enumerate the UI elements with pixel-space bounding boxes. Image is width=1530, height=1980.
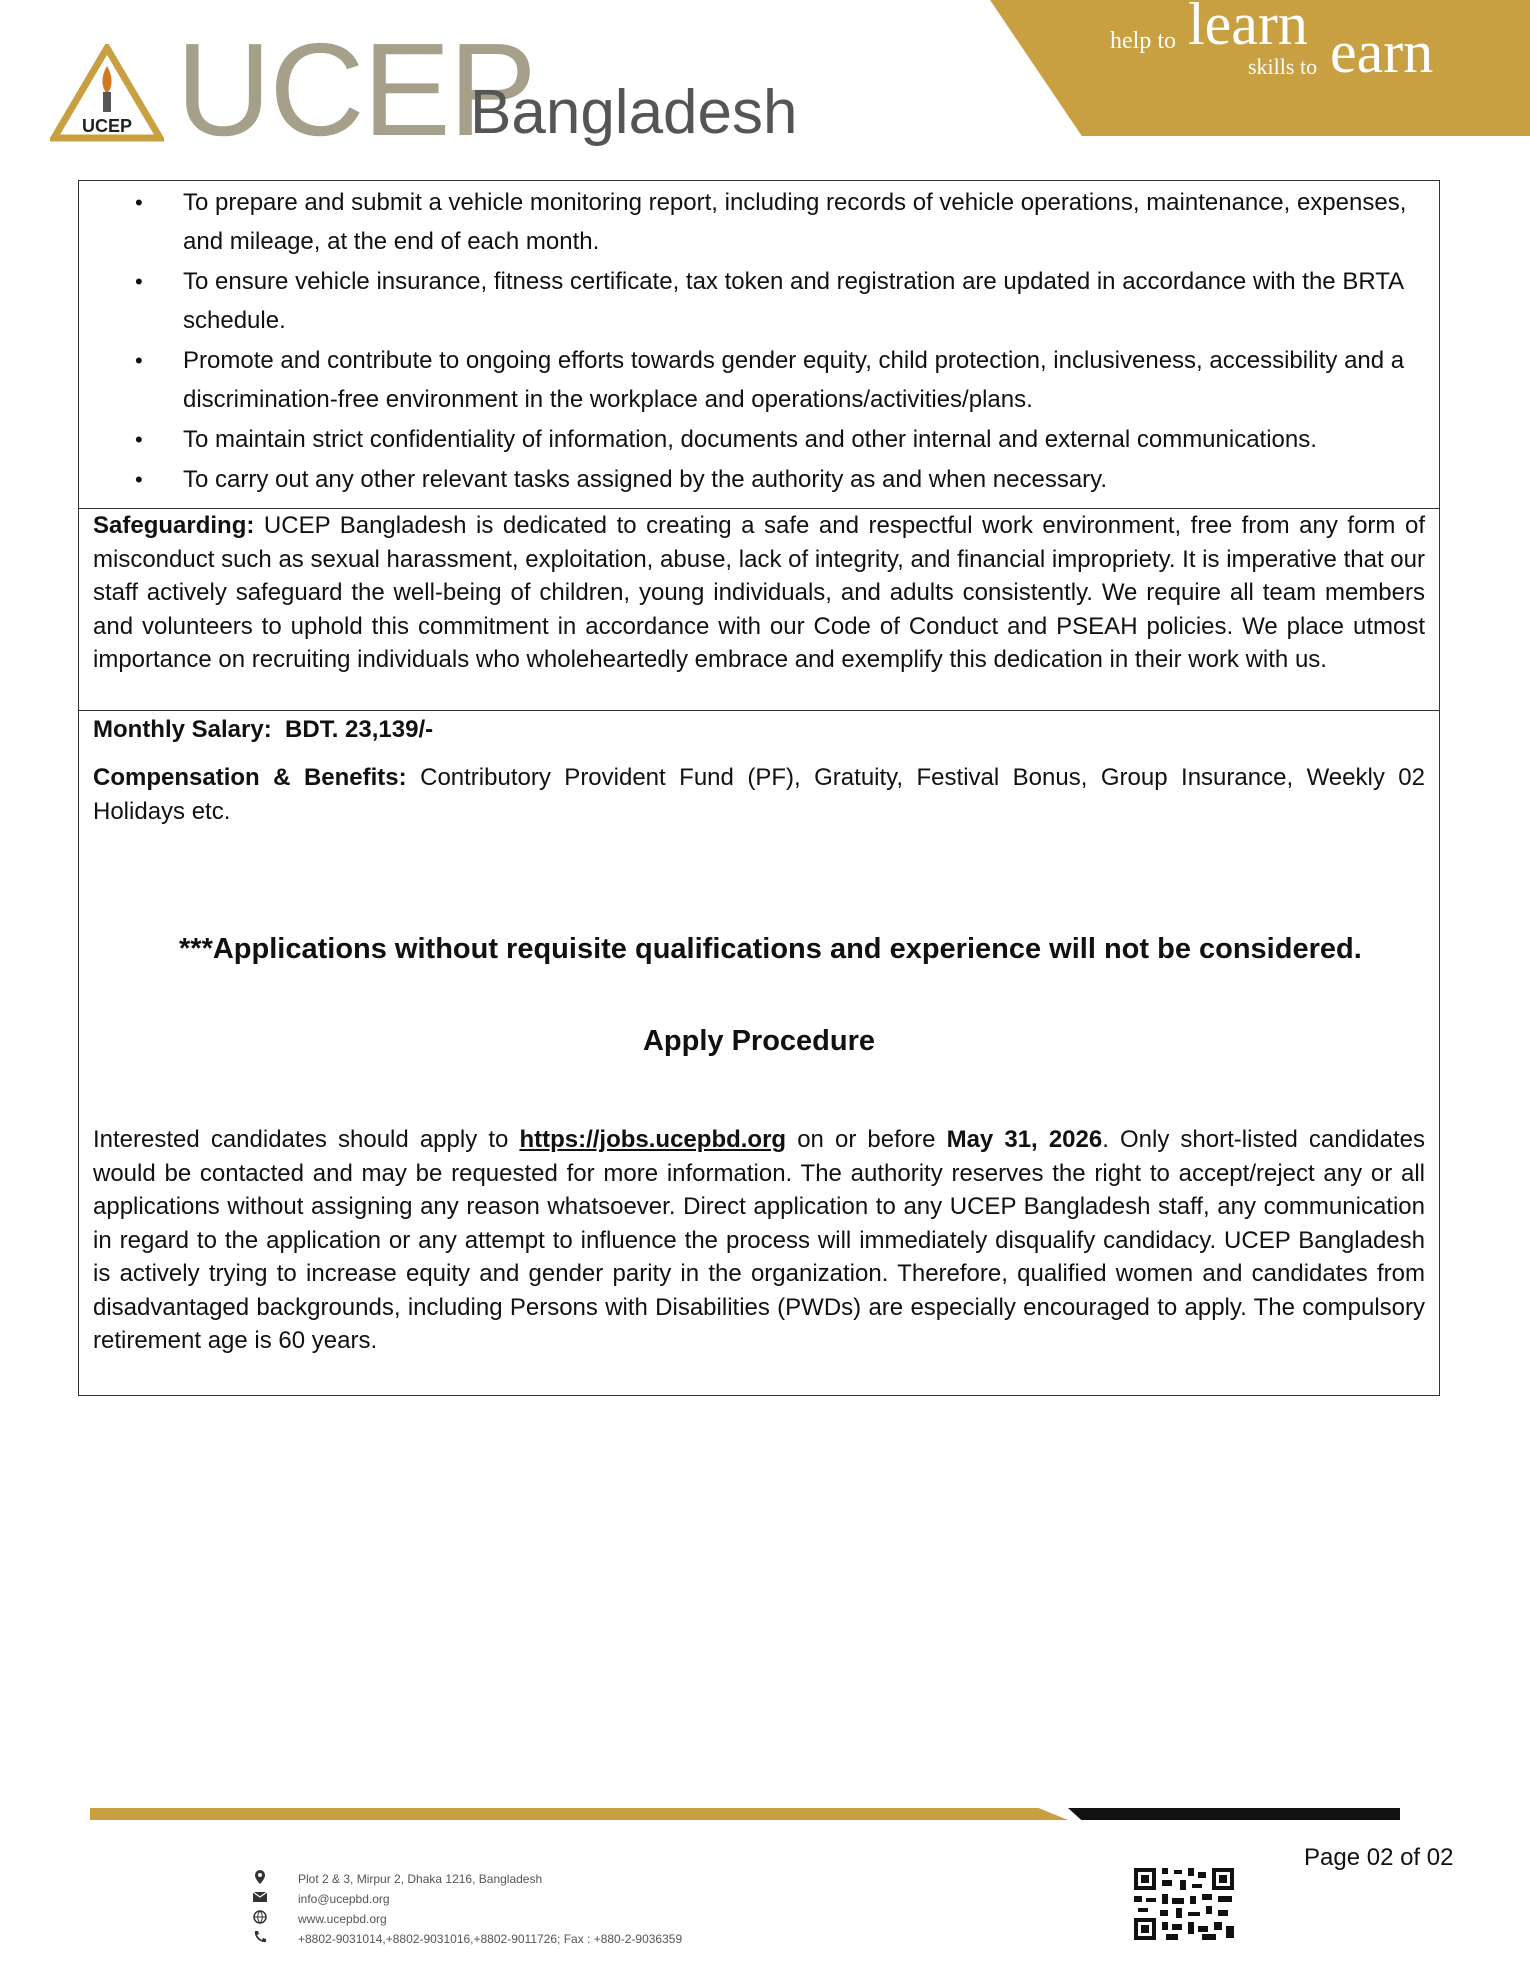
content-table xyxy=(78,180,1440,1396)
duty-text: To prepare and submit a vehicle monitoring report, including records of vehicle operations, maintenance, expenses, and mileage, at the end of each month. xyxy=(183,189,1407,255)
apply-procedure-heading: Apply Procedure xyxy=(642,1025,876,1057)
duty-text: To carry out any other relevant tasks assigned by the authority as and when necessary. xyxy=(183,466,1108,493)
footer-gold-bar xyxy=(90,1808,1068,1820)
tagline-earn: earn xyxy=(1330,19,1434,85)
list-item xyxy=(79,262,1439,340)
safeguarding-section xyxy=(79,509,1439,711)
address-text: Plot 2 & 3, Mirpur 2, Dhaka 1216, Bangladesh xyxy=(298,1872,543,1886)
salary-label: Monthly Salary: xyxy=(93,716,272,743)
salary-line xyxy=(93,713,1425,747)
apply-text-before: Interested candidates should apply to xyxy=(93,1126,520,1153)
phone-icon xyxy=(252,1929,268,1945)
envelope-icon xyxy=(252,1889,268,1905)
bullet-icon: • xyxy=(135,348,143,373)
duty-text: To ensure vehicle insurance, fitness certificate, tax token and registration are updated in accordance with the BRTA schedule. xyxy=(183,268,1403,334)
bullet-icon: • xyxy=(135,427,143,452)
safeguarding-paragraph xyxy=(93,509,1425,677)
tagline-help-to: help to xyxy=(1110,28,1176,54)
bullet-icon: • xyxy=(135,467,143,492)
logo-text: UCEP xyxy=(81,116,133,136)
footer-black-bar xyxy=(1068,1808,1400,1820)
tagline-learn: learn xyxy=(1188,0,1308,57)
compensation-text: Contributory Provident Fund (PF), Gratuity, Festival Bonus, Group Insurance, Weekly 02 Holidays etc. xyxy=(93,764,1425,825)
salary-value: BDT. 23,139/- xyxy=(285,716,434,743)
phone-text: +8802-9031014,+8802-9031016,+8802-9011726; Fax : +880-2-9036359 xyxy=(298,1932,683,1946)
salary-section xyxy=(79,711,1439,1395)
compensation-paragraph xyxy=(93,761,1425,828)
globe-icon xyxy=(252,1909,268,1925)
page-number: Page 02 of 02 xyxy=(1304,1844,1454,1871)
brand-name: UCEP xyxy=(176,16,535,163)
location-pin-icon xyxy=(252,1869,268,1885)
apply-paragraph xyxy=(93,1123,1425,1358)
safeguarding-label: Safeguarding: xyxy=(93,512,255,539)
deadline-date: May 31, 2026 xyxy=(946,1126,1103,1153)
list-item xyxy=(79,420,1439,459)
email-text: info@ucepbd.org xyxy=(298,1892,390,1906)
duty-text: To maintain strict confidentiality of information, documents and other internal and external communications. xyxy=(183,426,1317,453)
duties-section xyxy=(79,181,1439,509)
ucep-logo-icon xyxy=(50,44,164,142)
duties-list xyxy=(79,183,1439,500)
tagline-skills-to: skills to xyxy=(1248,54,1318,79)
eligibility-notice: ***Applications without requisite qualifications and experience will not be considered. xyxy=(179,933,1362,965)
duty-text: Promote and contribute to ongoing efforts towards gender equity, child protection, inclusiveness, accessibility and a discrimination-free environment in the workplace and operations/activities/plans. xyxy=(183,347,1405,413)
list-item xyxy=(79,341,1439,419)
brand-subtitle: Bangladesh xyxy=(470,78,798,147)
safeguarding-text: UCEP Bangladesh is dedicated to creating a safe and respectful work environment, free from any form of misconduct such as sexual harassment, exploitation, abuse, lack of integrity, and financial impropriety. It is imperative that our staff actively safeguard the well-being of children, young individuals, and adults consistently. We require all team members and volunteers to uphold this commitment in accordance with our Code of Conduct and PSEAH policies. We place utmost importance on recruiting individuals who wholeheartedly embrace and exemplify this dedication in their work with us. xyxy=(93,512,1425,673)
website-text: www.ucepbd.org xyxy=(298,1912,387,1926)
apply-text-mid: on or before xyxy=(786,1126,947,1153)
list-item xyxy=(79,183,1439,261)
list-item xyxy=(79,460,1439,499)
jobs-portal-link[interactable]: https://jobs.ucepbd.org xyxy=(519,1126,787,1153)
bullet-icon: • xyxy=(135,190,143,215)
bullet-icon: • xyxy=(135,269,143,294)
compensation-label: Compensation & Benefits: xyxy=(93,764,407,791)
apply-text-after: . Only short-listed candidates would be contacted and may be requested for more information. The authority reserves the right to accept/reject any or all applications without assigning any reason whatsoever. Direct application to any UCEP Bangladesh staff, any communication in regard to the application or any attempt to influence the process will immediately disqualify candidacy. UCEP Bangladesh is actively trying to increase equity and gender parity in the organization. Therefore, qualified women and candidates from disadvantaged backgrounds, including Persons with Disabilities (PWDs) are especially encouraged to apply. The compulsory retirement age is 60 years. xyxy=(93,1126,1425,1354)
qr-code-icon xyxy=(1132,1866,1236,1942)
